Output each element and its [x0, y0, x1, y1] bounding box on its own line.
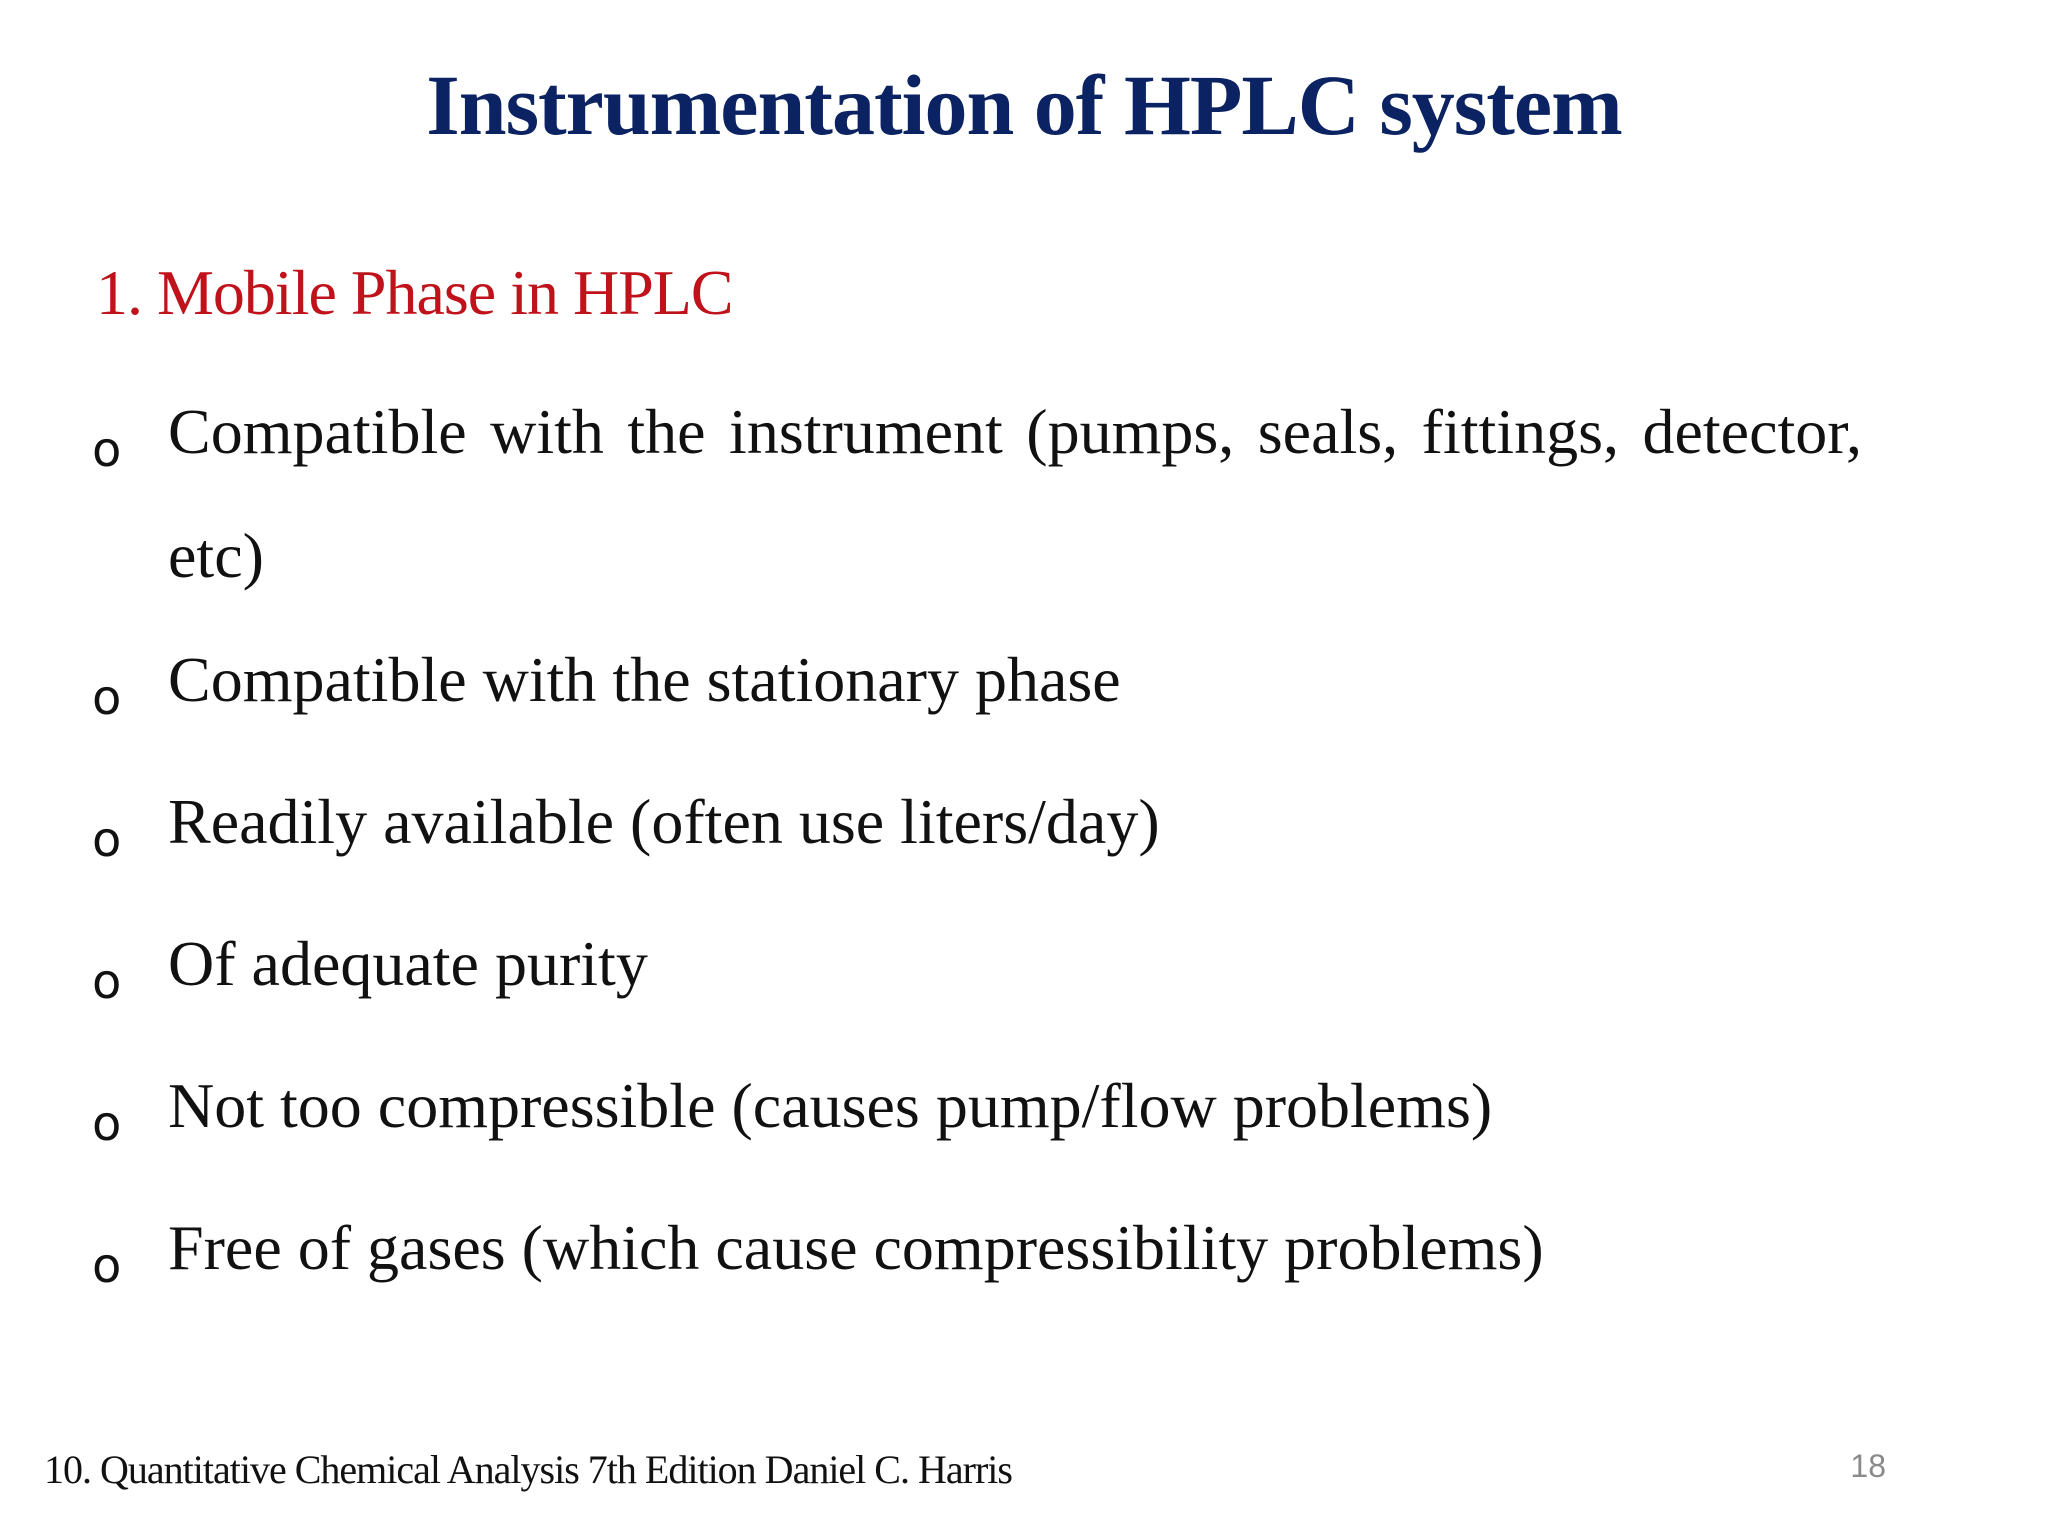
section-heading: 1. Mobile Phase in HPLC	[96, 257, 733, 328]
bullet-circle-icon: o	[92, 1096, 122, 1152]
bullet-text: Readily available (often use liters/day)	[168, 786, 1160, 857]
slide-title: Instrumentation of HPLC system	[426, 57, 1622, 153]
bullet-circle-icon: o	[92, 954, 122, 1010]
bullet-text: Free of gases (which cause compressibility problems)	[168, 1212, 1544, 1283]
list-item	[92, 1186, 1862, 1328]
bullet-list	[92, 370, 1862, 1328]
bullet-text: Compatible with the instrument (pumps, seals, fittings, detector, etc)	[168, 396, 1862, 591]
list-item	[92, 902, 1862, 1044]
page-number: 18	[1850, 1448, 1886, 1484]
bullet-circle-icon: o	[92, 670, 122, 726]
list-item	[92, 618, 1862, 760]
list-item	[92, 1044, 1862, 1186]
list-item	[92, 370, 1862, 618]
bullet-text: Compatible with the stationary phase	[168, 644, 1121, 715]
bullet-circle-icon: o	[92, 812, 122, 868]
footer-reference: 10. Quantitative Chemical Analysis 7th Edition Daniel C. Harris	[44, 1447, 1012, 1492]
bullet-circle-icon: o	[92, 422, 122, 478]
bullet-circle-icon: o	[92, 1238, 122, 1294]
list-item	[92, 760, 1862, 902]
bullet-text: Of adequate purity	[168, 928, 648, 999]
bullet-text: Not too compressible (causes pump/flow problems)	[168, 1070, 1493, 1141]
